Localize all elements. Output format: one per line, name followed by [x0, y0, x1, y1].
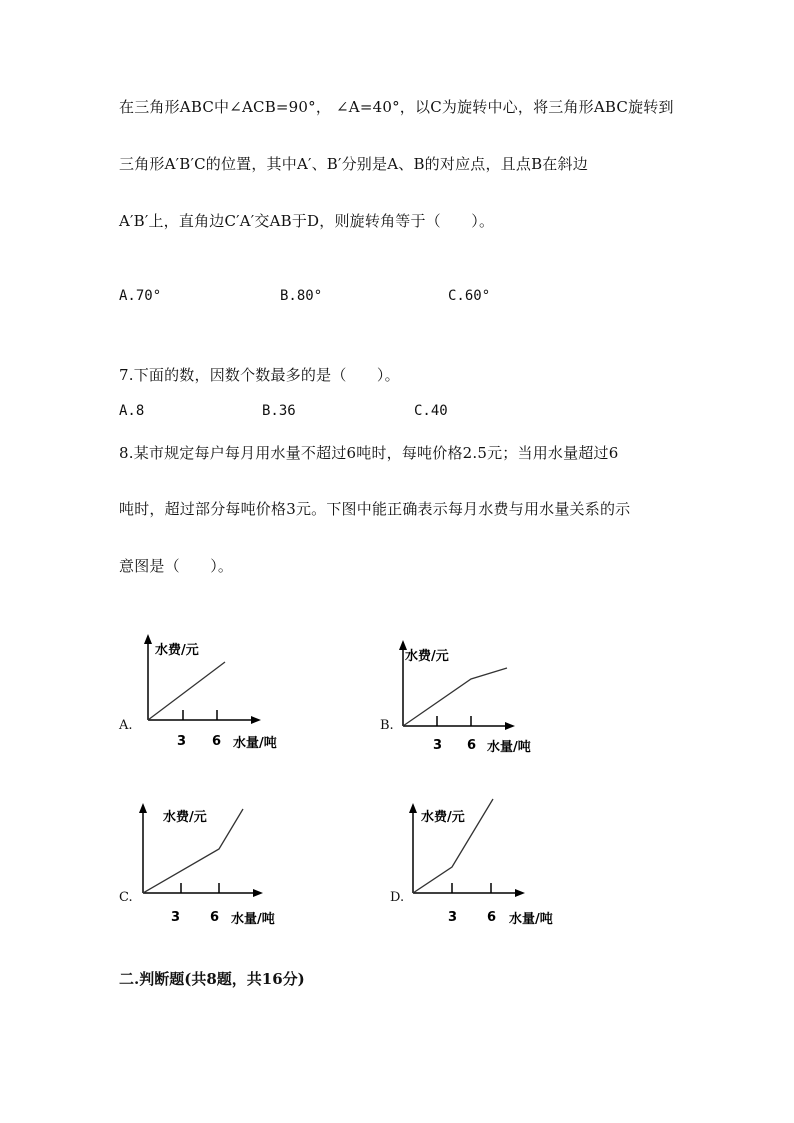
- graph-d-label: D.: [390, 890, 405, 905]
- graph-a-line: [148, 662, 225, 720]
- graph-a-label: A.: [119, 718, 133, 733]
- graph-a: [135, 630, 295, 755]
- q6-option-c: C.60°: [448, 288, 491, 304]
- graph-b-line: [403, 668, 507, 726]
- q7-option-a: A.8: [119, 403, 145, 419]
- graph-d-tick-6: 6: [487, 910, 497, 925]
- graph-b-label: B.: [380, 718, 394, 733]
- q7-option-c: C.40: [414, 403, 448, 419]
- graph-c-x-label: 水量/吨: [231, 912, 275, 927]
- graph-b-y-label: 水费/元: [405, 649, 449, 664]
- q6-line-1: 在三角形ABC中∠ACB=90°， ∠A=40°，以C为旋转中心，将三角形ABC旋转到: [119, 98, 674, 116]
- graph-a-y-label: 水费/元: [155, 643, 199, 658]
- graph-c-label: C.: [119, 890, 133, 905]
- graph-b-tick-3: 3: [433, 738, 443, 753]
- graph-c-y-label: 水费/元: [163, 810, 207, 825]
- graph-a-x-label: 水量/吨: [233, 736, 277, 751]
- q6-line-2: 三角形A′B′C的位置，其中A′、B′分别是A、B的对应点，且点B在斜边: [119, 155, 588, 173]
- graph-b-x-label: 水量/吨: [487, 740, 531, 755]
- q8-line-1: 8.某市规定每户每月用水量不超过6吨时，每吨价格2.5元；当用水量超过6: [119, 444, 619, 462]
- q6-line-3: A′B′上，直角边C′A′交AB于D，则旋转角等于（ ）。: [119, 212, 495, 230]
- q7-option-b: B.36: [262, 403, 296, 419]
- graph-a-tick-6: 6: [212, 734, 222, 749]
- graph-d-x-label: 水量/吨: [509, 912, 553, 927]
- q8-line-2: 吨时，超过部分每吨价格3元。下图中能正确表示每月水费与用水量关系的示: [119, 500, 631, 518]
- graph-d: [405, 795, 575, 930]
- q6-option-b: B.80°: [280, 288, 323, 304]
- graph-a-tick-3: 3: [177, 734, 187, 749]
- graph-d-tick-3: 3: [448, 910, 458, 925]
- graph-d-y-label: 水费/元: [421, 810, 465, 825]
- graph-b: [395, 636, 555, 761]
- q6-option-a: A.70°: [119, 288, 162, 304]
- graph-c: [135, 795, 305, 930]
- graph-b-tick-6: 6: [467, 738, 477, 753]
- q7-text: 7.下面的数，因数个数最多的是（ ）。: [119, 366, 400, 384]
- q8-line-3: 意图是（ ）。: [119, 557, 234, 575]
- graph-c-tick-6: 6: [210, 910, 220, 925]
- graph-c-tick-3: 3: [171, 910, 181, 925]
- section-title: 二.判断题(共8题，共16分): [119, 970, 305, 988]
